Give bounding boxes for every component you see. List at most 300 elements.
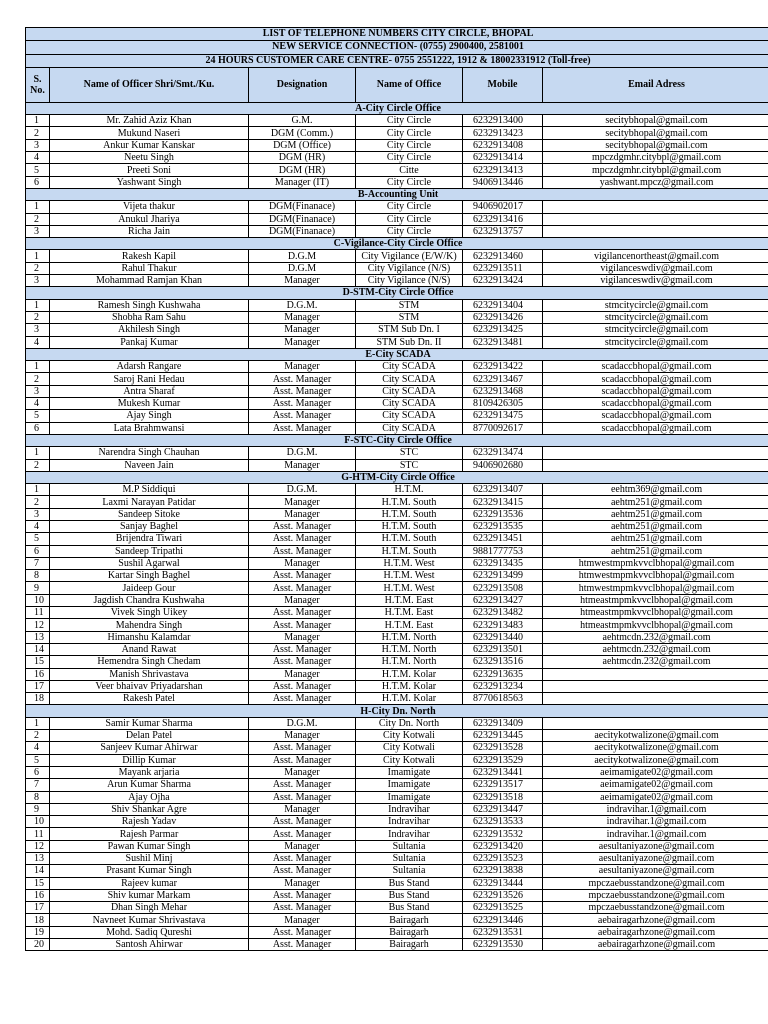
- email-cell: aebairagarhzone@gmail.com: [543, 926, 768, 938]
- mobile-number-cell: 6232913426: [463, 311, 543, 323]
- designation-cell: Asst. Manager: [249, 373, 356, 385]
- designation-cell: Asst. Manager: [249, 607, 356, 619]
- email-cell: htmwestmpmkvvclbhopal@gmail.com: [543, 557, 768, 569]
- email-cell: secitybhopal@gmail.com: [543, 127, 768, 139]
- table-row: [26, 127, 768, 139]
- designation-cell: D.G.M.: [249, 717, 356, 729]
- serial-number-cell: 17: [26, 680, 50, 692]
- office-name-cell: Imamigate: [356, 791, 463, 803]
- office-name-cell: City Vigilance (N/S): [356, 275, 463, 287]
- officer-name-cell: Mohd. Sadiq Qureshi: [50, 926, 249, 938]
- officer-name-cell: Dillip Kumar: [50, 754, 249, 766]
- new-service-line: NEW SERVICE CONNECTION- (0755) 2900400, 2581001: [26, 41, 768, 54]
- office-name-cell: City Circle: [356, 139, 463, 151]
- officer-name-cell: Mahendra Singh: [50, 619, 249, 631]
- section-header-row: [26, 188, 768, 200]
- designation-cell: Asst. Manager: [249, 816, 356, 828]
- office-name-cell: H.T.M. South: [356, 545, 463, 557]
- serial-number-cell: 10: [26, 816, 50, 828]
- officer-name-cell: Prasant Kumar Singh: [50, 865, 249, 877]
- designation-cell: Asst. Manager: [249, 939, 356, 951]
- mobile-number-cell: 6232913446: [463, 914, 543, 926]
- telephone-directory-sheet: [25, 27, 768, 951]
- officer-name-cell: Laxmi Narayan Patidar: [50, 496, 249, 508]
- section-header-row: [26, 705, 768, 717]
- office-name-cell: City Circle: [356, 225, 463, 237]
- officer-name-cell: Ajay Singh: [50, 410, 249, 422]
- email-cell: htmeastmpmkvvclbhopal@gmail.com: [543, 607, 768, 619]
- serial-number-cell: 2: [26, 459, 50, 471]
- table-row: [26, 902, 768, 914]
- table-row: [26, 115, 768, 127]
- designation-cell: Manager: [249, 914, 356, 926]
- officer-name-cell: Shiv kumar Markam: [50, 889, 249, 901]
- designation-cell: DGM(Finanace): [249, 201, 356, 213]
- table-row: [26, 594, 768, 606]
- officer-name-cell: Himanshu Kalamdar: [50, 631, 249, 643]
- designation-cell: Asst. Manager: [249, 742, 356, 754]
- email-cell: stmcitycircle@gmail.com: [543, 311, 768, 323]
- office-name-cell: City SCADA: [356, 422, 463, 434]
- email-cell: htmwestmpmkvvclbhopal@gmail.com: [543, 582, 768, 594]
- mobile-number-cell: 6232913407: [463, 484, 543, 496]
- email-cell: aecitykotwalizone@gmail.com: [543, 742, 768, 754]
- mobile-number-cell: 8109426305: [463, 398, 543, 410]
- email-cell: scadaccbhopal@gmail.com: [543, 373, 768, 385]
- column-header-office: Name of Office: [356, 67, 463, 102]
- designation-cell: Manager: [249, 275, 356, 287]
- officer-name-cell: Preeti Soni: [50, 164, 249, 176]
- serial-number-cell: 9: [26, 582, 50, 594]
- designation-cell: Manager: [249, 557, 356, 569]
- officer-name-cell: Sanjeev Kumar Ahirwar: [50, 742, 249, 754]
- officer-name-cell: Pawan Kumar Singh: [50, 840, 249, 852]
- email-cell: scadaccbhopal@gmail.com: [543, 361, 768, 373]
- email-cell: aehtm251@gmail.com: [543, 508, 768, 520]
- office-name-cell: Bus Stand: [356, 877, 463, 889]
- serial-number-cell: 4: [26, 336, 50, 348]
- serial-number-cell: 12: [26, 619, 50, 631]
- mobile-number-cell: 6232913535: [463, 520, 543, 532]
- email-cell: secitybhopal@gmail.com: [543, 139, 768, 151]
- email-cell: aesultaniyazone@gmail.com: [543, 840, 768, 852]
- mobile-number-cell: 6232913529: [463, 754, 543, 766]
- office-name-cell: Indravihar: [356, 803, 463, 815]
- officer-name-cell: Veer bhaivav Priyadarshan: [50, 680, 249, 692]
- office-name-cell: City Circle: [356, 201, 463, 213]
- section-title: H-City Dn. North: [26, 705, 768, 717]
- serial-number-cell: 18: [26, 914, 50, 926]
- office-name-cell: H.T.M. East: [356, 594, 463, 606]
- office-name-cell: H.T.M. South: [356, 520, 463, 532]
- officer-name-cell: Jaideep Gour: [50, 582, 249, 594]
- email-cell: aebairagarhzone@gmail.com: [543, 914, 768, 926]
- designation-cell: Asst. Manager: [249, 398, 356, 410]
- column-header-name: Name of Officer Shri/Smt./Ku.: [50, 67, 249, 102]
- table-row: [26, 766, 768, 778]
- officer-name-cell: Dhan Singh Mehar: [50, 902, 249, 914]
- email-cell: scadaccbhopal@gmail.com: [543, 410, 768, 422]
- section-title: A-City Circle Office: [26, 102, 768, 114]
- email-cell: stmcitycircle@gmail.com: [543, 336, 768, 348]
- section-title: E-City SCADA: [26, 348, 768, 360]
- email-cell: aehtm251@gmail.com: [543, 545, 768, 557]
- section-header-row: [26, 238, 768, 250]
- office-name-cell: Citte: [356, 164, 463, 176]
- table-row: [26, 828, 768, 840]
- mobile-number-cell: 6232913445: [463, 730, 543, 742]
- designation-cell: Manager: [249, 508, 356, 520]
- table-row: [26, 324, 768, 336]
- serial-number-cell: 3: [26, 275, 50, 287]
- column-header-email: Email Adress: [543, 67, 768, 102]
- email-cell: aecitykotwalizone@gmail.com: [543, 754, 768, 766]
- designation-cell: Manager: [249, 631, 356, 643]
- serial-number-cell: 17: [26, 902, 50, 914]
- email-cell: aehtmcdn.232@gmail.com: [543, 656, 768, 668]
- section-title: D-STM-City Circle Office: [26, 287, 768, 299]
- officer-name-cell: Akhilesh Singh: [50, 324, 249, 336]
- office-name-cell: STM: [356, 311, 463, 323]
- serial-number-cell: 4: [26, 398, 50, 410]
- table-row: [26, 717, 768, 729]
- table-row: [26, 520, 768, 532]
- office-name-cell: City SCADA: [356, 398, 463, 410]
- serial-number-cell: 11: [26, 828, 50, 840]
- table-row: [26, 361, 768, 373]
- officer-name-cell: Mukund Naseri: [50, 127, 249, 139]
- serial-number-cell: 13: [26, 853, 50, 865]
- officer-name-cell: Rajeev kumar: [50, 877, 249, 889]
- serial-number-cell: 8: [26, 570, 50, 582]
- table-row: [26, 680, 768, 692]
- designation-cell: Asst. Manager: [249, 570, 356, 582]
- officer-name-cell: Delan Patel: [50, 730, 249, 742]
- designation-cell: Manager (IT): [249, 176, 356, 188]
- designation-cell: Asst. Manager: [249, 422, 356, 434]
- email-cell: aehtmcdn.232@gmail.com: [543, 643, 768, 655]
- serial-number-cell: 19: [26, 926, 50, 938]
- email-cell: eehtm369@gmail.com: [543, 484, 768, 496]
- office-name-cell: STM: [356, 299, 463, 311]
- table-row: [26, 877, 768, 889]
- serial-number-cell: 16: [26, 889, 50, 901]
- officer-name-cell: Ramesh Singh Kushwaha: [50, 299, 249, 311]
- serial-number-cell: 8: [26, 791, 50, 803]
- table-row: [26, 557, 768, 569]
- table-row: [26, 816, 768, 828]
- email-cell: yashwant.mpcz@gmail.com: [543, 176, 768, 188]
- serial-number-cell: 12: [26, 840, 50, 852]
- designation-cell: Asst. Manager: [249, 656, 356, 668]
- mobile-number-cell: 9406913446: [463, 176, 543, 188]
- designation-cell: Asst. Manager: [249, 693, 356, 705]
- email-cell: mpczaebusstandzone@gmail.com: [543, 877, 768, 889]
- serial-number-cell: 6: [26, 545, 50, 557]
- designation-cell: D.G.M.: [249, 484, 356, 496]
- table-row: [26, 730, 768, 742]
- designation-cell: DGM(Finanace): [249, 225, 356, 237]
- section-header-row: [26, 348, 768, 360]
- table-row: [26, 914, 768, 926]
- officer-name-cell: Jagdish Chandra Kushwaha: [50, 594, 249, 606]
- email-cell: htmeastmpmkvvclbhopal@gmail.com: [543, 619, 768, 631]
- designation-cell: Asst. Manager: [249, 520, 356, 532]
- office-name-cell: City Circle: [356, 152, 463, 164]
- column-header-sno: S. No.: [26, 67, 50, 102]
- email-cell: secitybhopal@gmail.com: [543, 115, 768, 127]
- table-row: [26, 447, 768, 459]
- designation-cell: D.G.M: [249, 262, 356, 274]
- mobile-number-cell: 8770092617: [463, 422, 543, 434]
- table-row: [26, 336, 768, 348]
- officer-name-cell: Naveen Jain: [50, 459, 249, 471]
- email-cell: vigilanceswdiv@gmail.com: [543, 262, 768, 274]
- mobile-number-cell: 6232913518: [463, 791, 543, 803]
- column-header-mobile: Mobile: [463, 67, 543, 102]
- office-name-cell: STC: [356, 447, 463, 459]
- officer-name-cell: Sanjay Baghel: [50, 520, 249, 532]
- email-cell: stmcitycircle@gmail.com: [543, 324, 768, 336]
- table-row: [26, 853, 768, 865]
- email-cell: [543, 201, 768, 213]
- officer-name-cell: Pankaj Kumar: [50, 336, 249, 348]
- designation-cell: DGM (HR): [249, 152, 356, 164]
- serial-number-cell: 3: [26, 385, 50, 397]
- designation-cell: DGM (Office): [249, 139, 356, 151]
- mobile-number-cell: 6232913531: [463, 926, 543, 938]
- table-row: [26, 484, 768, 496]
- serial-number-cell: 1: [26, 115, 50, 127]
- mobile-number-cell: 9406902680: [463, 459, 543, 471]
- mobile-number-cell: 6232913468: [463, 385, 543, 397]
- officer-name-cell: Mukesh Kumar: [50, 398, 249, 410]
- office-name-cell: H.T.M. West: [356, 570, 463, 582]
- designation-cell: D.G.M.: [249, 299, 356, 311]
- email-cell: aeimamigate02@gmail.com: [543, 779, 768, 791]
- directory-table: [25, 27, 768, 951]
- table-row: [26, 385, 768, 397]
- serial-number-cell: 1: [26, 484, 50, 496]
- table-row: [26, 693, 768, 705]
- officer-name-cell: Rakesh Patel: [50, 693, 249, 705]
- office-name-cell: Bus Stand: [356, 902, 463, 914]
- mobile-number-cell: 6232913400: [463, 115, 543, 127]
- designation-cell: Manager: [249, 803, 356, 815]
- officer-name-cell: Vivek Singh Uikey: [50, 607, 249, 619]
- office-name-cell: H.T.M.: [356, 484, 463, 496]
- serial-number-cell: 2: [26, 496, 50, 508]
- serial-number-cell: 16: [26, 668, 50, 680]
- email-cell: aeimamigate02@gmail.com: [543, 766, 768, 778]
- mobile-number-cell: 6232913415: [463, 496, 543, 508]
- mobile-number-cell: 6232913525: [463, 902, 543, 914]
- mobile-number-cell: 6232913447: [463, 803, 543, 815]
- table-row: [26, 250, 768, 262]
- designation-cell: Manager: [249, 459, 356, 471]
- serial-number-cell: 15: [26, 656, 50, 668]
- mobile-number-cell: 6232913423: [463, 127, 543, 139]
- email-cell: [543, 693, 768, 705]
- mobile-number-cell: 6232913499: [463, 570, 543, 582]
- designation-cell: DGM (HR): [249, 164, 356, 176]
- mobile-number-cell: 6232913481: [463, 336, 543, 348]
- officer-name-cell: Anukul Jhariya: [50, 213, 249, 225]
- table-row: [26, 398, 768, 410]
- email-cell: scadaccbhopal@gmail.com: [543, 422, 768, 434]
- mobile-number-cell: 6232913528: [463, 742, 543, 754]
- officer-name-cell: Shobha Ram Sahu: [50, 311, 249, 323]
- designation-cell: DGM(Finanace): [249, 213, 356, 225]
- office-name-cell: City SCADA: [356, 385, 463, 397]
- designation-cell: Asst. Manager: [249, 643, 356, 655]
- serial-number-cell: 14: [26, 643, 50, 655]
- customer-care-line: 24 HOURS CUSTOMER CARE CENTRE- 0755 2551222, 1912 & 18002331912 (Toll-free): [26, 54, 768, 67]
- email-cell: htmeastmpmkvvclbhopal@gmail.com: [543, 594, 768, 606]
- table-row: [26, 275, 768, 287]
- officer-name-cell: Lata Brahmwansi: [50, 422, 249, 434]
- serial-number-cell: 3: [26, 139, 50, 151]
- officer-name-cell: Navneet Kumar Shrivastava: [50, 914, 249, 926]
- mobile-number-cell: 6232913474: [463, 447, 543, 459]
- table-row: [26, 225, 768, 237]
- officer-name-cell: Mayank arjaria: [50, 766, 249, 778]
- designation-cell: Asst. Manager: [249, 680, 356, 692]
- office-name-cell: City SCADA: [356, 373, 463, 385]
- table-row: [26, 262, 768, 274]
- mobile-number-cell: 6232913414: [463, 152, 543, 164]
- serial-number-cell: 1: [26, 299, 50, 311]
- table-row: [26, 840, 768, 852]
- designation-cell: Asst. Manager: [249, 533, 356, 545]
- section-title: F-STC-City Circle Office: [26, 434, 768, 446]
- office-name-cell: H.T.M. South: [356, 508, 463, 520]
- table-row: [26, 779, 768, 791]
- designation-cell: Manager: [249, 668, 356, 680]
- table-row: [26, 496, 768, 508]
- table-row: [26, 668, 768, 680]
- office-name-cell: City Kotwali: [356, 754, 463, 766]
- officer-name-cell: Santosh Ahirwar: [50, 939, 249, 951]
- table-row: [26, 643, 768, 655]
- serial-number-cell: 2: [26, 213, 50, 225]
- email-cell: vigilanceswdiv@gmail.com: [543, 275, 768, 287]
- mobile-number-cell: 6232913475: [463, 410, 543, 422]
- table-row: [26, 865, 768, 877]
- designation-cell: D.G.M: [249, 250, 356, 262]
- mobile-number-cell: 6232913416: [463, 213, 543, 225]
- office-name-cell: Sultania: [356, 865, 463, 877]
- serial-number-cell: 11: [26, 607, 50, 619]
- office-name-cell: STC: [356, 459, 463, 471]
- mobile-number-cell: 6232913420: [463, 840, 543, 852]
- mobile-number-cell: 6232913516: [463, 656, 543, 668]
- email-cell: [543, 668, 768, 680]
- designation-cell: Asst. Manager: [249, 865, 356, 877]
- email-cell: mpczaebusstandzone@gmail.com: [543, 889, 768, 901]
- office-name-cell: Bairagarh: [356, 914, 463, 926]
- designation-cell: D.G.M.: [249, 447, 356, 459]
- designation-cell: Asst. Manager: [249, 889, 356, 901]
- mobile-number-cell: 6232913838: [463, 865, 543, 877]
- mobile-number-cell: 6232913508: [463, 582, 543, 594]
- mobile-number-cell: 6232913444: [463, 877, 543, 889]
- office-name-cell: H.T.M. North: [356, 643, 463, 655]
- office-name-cell: H.T.M. West: [356, 582, 463, 594]
- serial-number-cell: 1: [26, 717, 50, 729]
- email-cell: vigilancenortheast@gmail.com: [543, 250, 768, 262]
- serial-number-cell: 5: [26, 164, 50, 176]
- officer-name-cell: Kartar Singh Baghel: [50, 570, 249, 582]
- serial-number-cell: 3: [26, 508, 50, 520]
- office-name-cell: H.T.M. North: [356, 656, 463, 668]
- serial-number-cell: 5: [26, 533, 50, 545]
- table-row: [26, 508, 768, 520]
- mobile-number-cell: 6232913517: [463, 779, 543, 791]
- officer-name-cell: Brijendra Tiwari: [50, 533, 249, 545]
- designation-cell: Manager: [249, 730, 356, 742]
- serial-number-cell: 2: [26, 730, 50, 742]
- office-name-cell: Sultania: [356, 840, 463, 852]
- table-row: [26, 373, 768, 385]
- officer-name-cell: Arun Kumar Sharma: [50, 779, 249, 791]
- email-cell: [543, 459, 768, 471]
- section-title: C-Vigilance-City Circle Office: [26, 238, 768, 250]
- serial-number-cell: 2: [26, 311, 50, 323]
- email-cell: [543, 447, 768, 459]
- table-row: [26, 176, 768, 188]
- table-row: [26, 607, 768, 619]
- section-header-row: [26, 287, 768, 299]
- designation-cell: Asst. Manager: [249, 754, 356, 766]
- email-cell: indravihar.1@gmail.com: [543, 816, 768, 828]
- officer-name-cell: Hemendra Singh Chedam: [50, 656, 249, 668]
- mobile-number-cell: 6232913483: [463, 619, 543, 631]
- section-header-row: [26, 471, 768, 483]
- designation-cell: Manager: [249, 336, 356, 348]
- office-name-cell: H.T.M. North: [356, 631, 463, 643]
- email-cell: aehtmcdn.232@gmail.com: [543, 631, 768, 643]
- office-name-cell: Bairagarh: [356, 939, 463, 951]
- designation-cell: Asst. Manager: [249, 779, 356, 791]
- office-name-cell: H.T.M. West: [356, 557, 463, 569]
- office-name-cell: Indravihar: [356, 816, 463, 828]
- table-row: [26, 570, 768, 582]
- email-cell: aehtm251@gmail.com: [543, 496, 768, 508]
- serial-number-cell: 2: [26, 262, 50, 274]
- designation-cell: Asst. Manager: [249, 582, 356, 594]
- mobile-number-cell: 6232913425: [463, 324, 543, 336]
- designation-cell: Asst. Manager: [249, 902, 356, 914]
- mobile-number-cell: 6232913424: [463, 275, 543, 287]
- officer-name-cell: Rajesh Parmar: [50, 828, 249, 840]
- mobile-number-cell: 6232913511: [463, 262, 543, 274]
- mobile-number-cell: 6232913409: [463, 717, 543, 729]
- officer-name-cell: Manish Shrivastava: [50, 668, 249, 680]
- designation-cell: Asst. Manager: [249, 385, 356, 397]
- table-row: [26, 619, 768, 631]
- email-cell: aehtm251@gmail.com: [543, 533, 768, 545]
- email-cell: [543, 225, 768, 237]
- office-name-cell: H.T.M. Kolar: [356, 693, 463, 705]
- officer-name-cell: Ankur Kumar Kanskar: [50, 139, 249, 151]
- office-name-cell: Sultania: [356, 853, 463, 865]
- serial-number-cell: 2: [26, 127, 50, 139]
- office-name-cell: City Circle: [356, 176, 463, 188]
- designation-cell: Asst. Manager: [249, 619, 356, 631]
- serial-number-cell: 2: [26, 373, 50, 385]
- serial-number-cell: 1: [26, 447, 50, 459]
